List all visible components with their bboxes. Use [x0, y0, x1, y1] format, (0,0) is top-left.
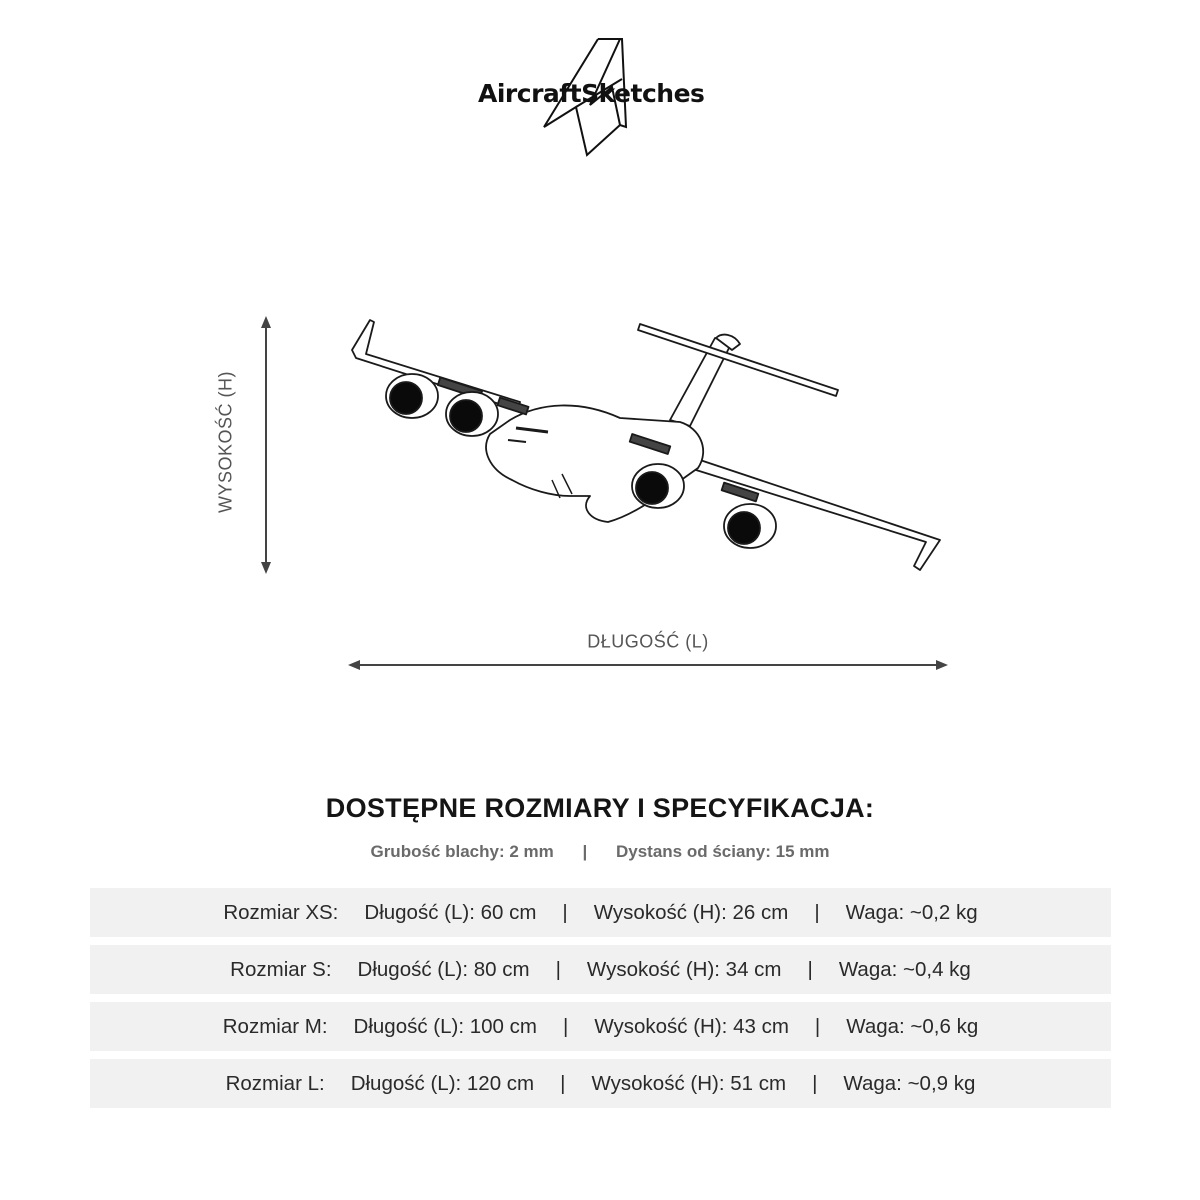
size-length: Długość (L): 80 cm — [357, 957, 530, 981]
separator: | — [562, 1014, 569, 1038]
separator: | — [807, 957, 813, 981]
size-weight: Waga: ~0,6 kg — [846, 1014, 979, 1038]
size-row-l — [90, 1059, 1111, 1108]
separator: | — [582, 842, 588, 861]
size-row-xs — [90, 888, 1111, 937]
sheet-thickness: Grubość blachy: 2 mm — [370, 842, 554, 861]
size-weight: Waga: ~0,2 kg — [845, 900, 978, 924]
aircraft-silhouette-icon — [340, 310, 960, 585]
size-length: Długość (L): 60 cm — [364, 900, 537, 924]
size-row-m — [90, 1002, 1111, 1051]
length-arrow — [348, 660, 948, 670]
separator: | — [812, 1071, 818, 1095]
size-length: Długość (L): 100 cm — [353, 1014, 537, 1038]
size-table — [90, 888, 1111, 1116]
specs-subtitle — [0, 842, 1200, 862]
size-name: Rozmiar S: — [230, 957, 332, 981]
size-name: Rozmiar L: — [225, 1071, 325, 1095]
wall-distance: Dystans od ściany: 15 mm — [615, 842, 830, 861]
size-weight: Waga: ~0,4 kg — [838, 957, 971, 981]
size-height: Wysokość (H): 34 cm — [586, 957, 782, 981]
size-height: Wysokość (H): 51 cm — [591, 1071, 787, 1095]
size-length: Długość (L): 120 cm — [350, 1071, 535, 1095]
size-name: Rozmiar M: — [222, 1014, 328, 1038]
size-name: Rozmiar XS: — [223, 900, 339, 924]
size-weight: Waga: ~0,9 kg — [843, 1071, 976, 1095]
size-row-s — [90, 945, 1111, 994]
length-label: DŁUGOŚĆ (L) — [587, 631, 709, 652]
height-label: WYSOKOŚĆ (H) — [215, 370, 236, 514]
separator: | — [814, 1014, 821, 1038]
size-height: Wysokość (H): 43 cm — [594, 1014, 789, 1038]
separator: | — [560, 1071, 566, 1095]
brand-name: AircraftSketches — [478, 79, 705, 108]
height-arrow — [261, 316, 271, 574]
separator: | — [814, 900, 820, 924]
separator: | — [555, 957, 561, 981]
specs-title: DOSTĘPNE ROZMIARY I SPECYFIKACJA: — [325, 793, 875, 823]
separator: | — [562, 900, 568, 924]
size-height: Wysokość (H): 26 cm — [593, 900, 789, 924]
